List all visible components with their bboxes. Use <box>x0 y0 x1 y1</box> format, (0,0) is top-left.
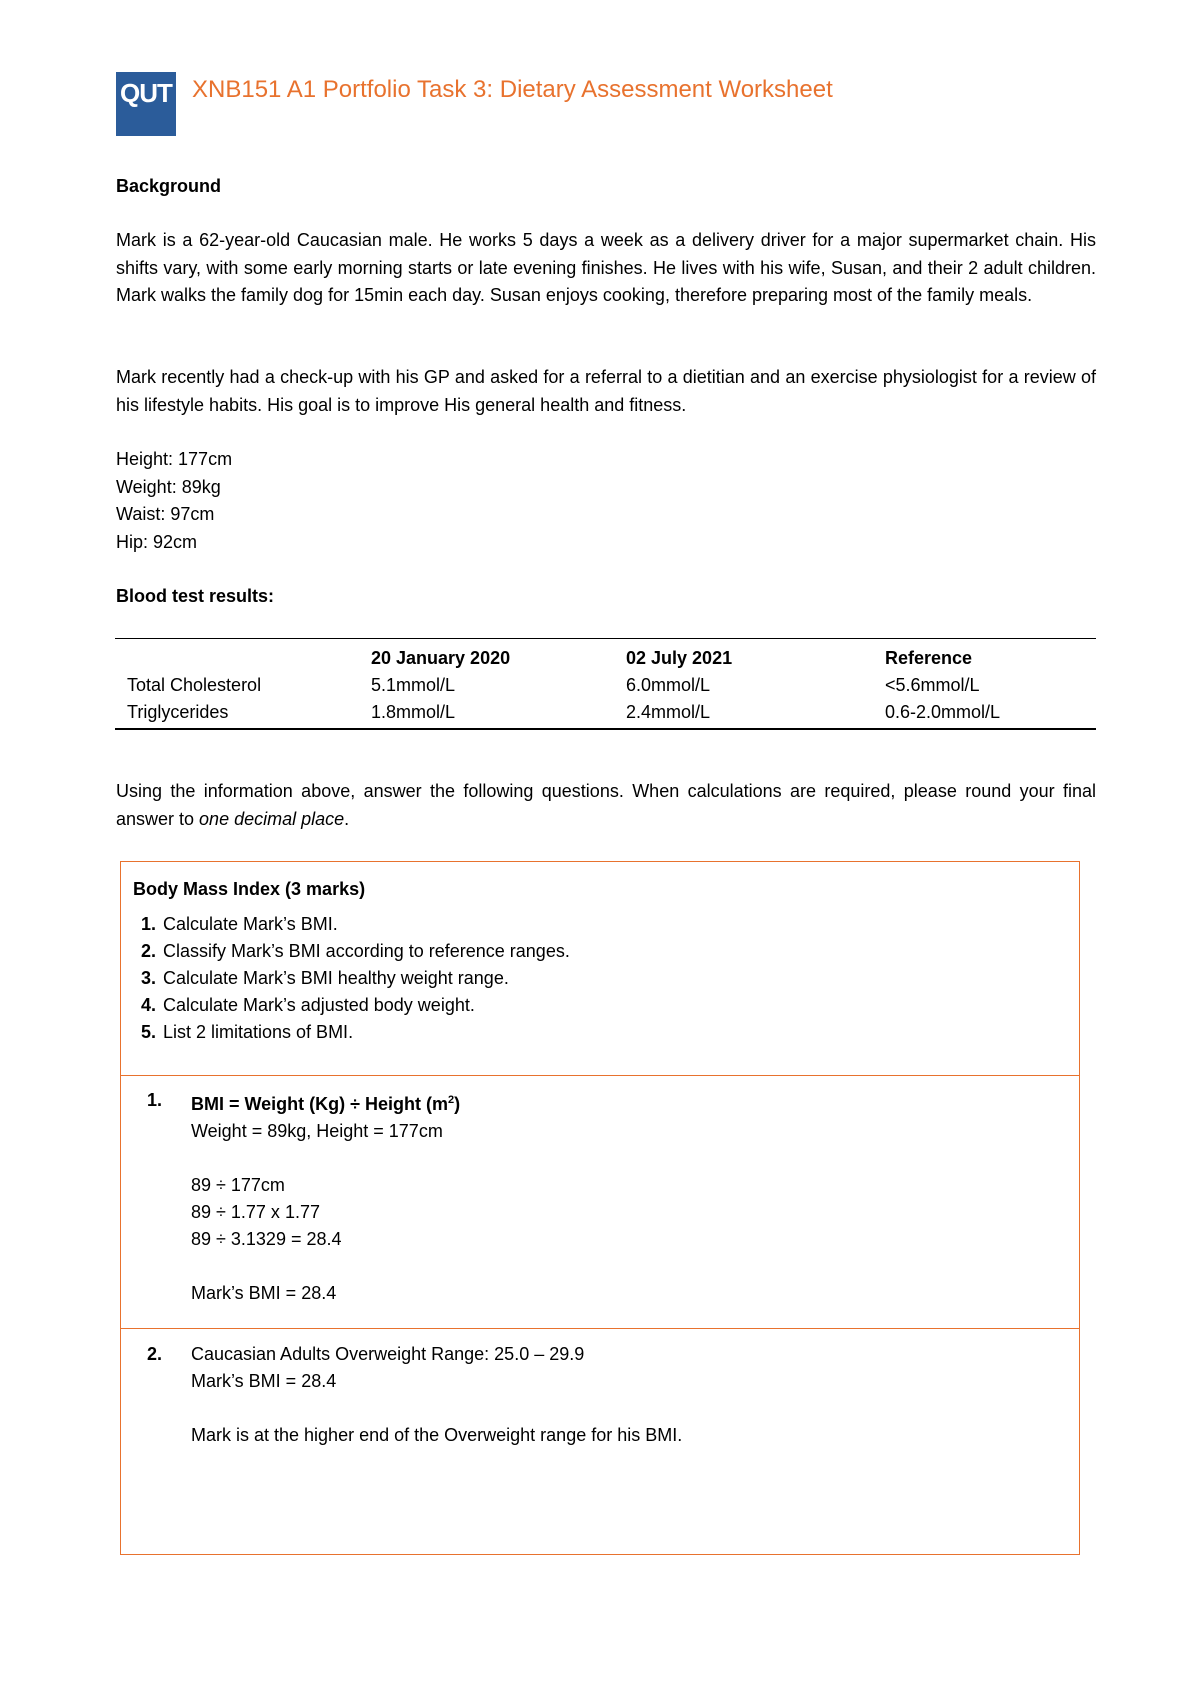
bmi-result: Mark’s BMI = 28.4 <box>191 1283 337 1303</box>
instructions-emphasis: one decimal place <box>199 808 345 829</box>
weight-value: Weight: 89kg <box>116 476 221 497</box>
table-cell: 5.1mmol/L <box>371 675 456 695</box>
instructions-end: . <box>344 808 350 829</box>
list-item: 4. Calculate Mark’s adjusted body weight. <box>161 992 1065 1019</box>
column-header: 20 January 2020 <box>371 648 511 668</box>
background-heading: Background <box>116 176 222 196</box>
hip-value: Hip: 92cm <box>116 531 198 552</box>
table-cell: 6.0mmol/L <box>626 675 711 695</box>
bmi-question-list <box>133 911 1065 1046</box>
calculation-step: 89 ÷ 177cm <box>191 1175 285 1195</box>
bmi-section-heading: Body Mass Index (3 marks) <box>133 879 366 899</box>
overweight-range: Caucasian Adults Overweight Range: 25.0 – 29.9 <box>191 1344 585 1364</box>
table-row <box>115 672 1096 699</box>
height-value: Height: 177cm <box>116 449 233 469</box>
answer-2 <box>133 1341 1065 1449</box>
column-header: 02 July 2021 <box>626 648 733 668</box>
calculation-step: 89 ÷ 1.77 x 1.77 <box>191 1202 320 1222</box>
blood-test-heading: Blood test results: <box>116 586 275 606</box>
bmi-classification: Mark is at the higher end of the Overweight range for his BMI. <box>191 1425 683 1445</box>
list-item: 5. List 2 limitations of BMI. <box>161 1019 1065 1046</box>
table-cell: 2.4mmol/L <box>626 702 711 722</box>
table-row <box>115 699 1096 729</box>
instructions-main: Using the information above, answer the following questions. When calculations are required, please round your final answer to <box>116 781 1096 829</box>
document-title: XNB151 A1 Portfolio Task 3: Dietary Assessment Worksheet <box>192 76 833 103</box>
background-paragraph-1: Mark is a 62-year-old Caucasian male. He works 5 days a week as a delivery driver for a major supermarket chain. His shifts vary, with some early morning starts or late evening finishes. He lives with his wife, Susan, and their 2 adult children. Mark walks the family dog for 15min each day. Susan enjoys cooking, therefore preparing most of the family meals. <box>116 230 1096 305</box>
table-header-row <box>115 639 1096 673</box>
answer-1-box <box>120 1075 1080 1329</box>
column-header <box>115 639 359 673</box>
blood-test-table <box>115 638 1096 730</box>
bmi-formula: BMI = Weight (Kg) ÷ Height $(m^2)$ <box>191 1094 461 1114</box>
bmi-questions-box <box>120 861 1080 1076</box>
bmi-value: Mark’s BMI = 28.4 <box>191 1371 337 1391</box>
column-header: Reference <box>885 648 973 668</box>
qut-logo: QUT <box>116 72 176 136</box>
table-cell: 0.6-2.0mmol/L <box>885 702 1001 722</box>
table-cell: 1.8mmol/L <box>371 702 456 722</box>
answer-1 <box>133 1087 1065 1307</box>
calculation-step: 89 ÷ 3.1329 = 28.4 <box>191 1229 342 1249</box>
instructions-text <box>116 778 1096 833</box>
list-item: 3. Calculate Mark’s BMI healthy weight range. <box>161 965 1065 992</box>
background-paragraph-2: Mark recently had a check-up with his GP and asked for a referral to a dietitian and an exercise physiologist for a review of his lifestyle habits. His goal is to improve His general health and fitness. <box>116 367 1096 415</box>
list-item: 1. Calculate Mark’s BMI. <box>161 911 1065 938</box>
measurements-list <box>116 446 1096 556</box>
table-cell: Triglycerides <box>127 702 229 722</box>
answer-number: 1. <box>147 1090 163 1110</box>
list-item: 2. Classify Mark’s BMI according to reference ranges. <box>161 938 1065 965</box>
table-cell: <5.6mmol/L <box>885 675 980 695</box>
waist-value: Waist: 97cm <box>116 504 215 524</box>
answer-2-box <box>120 1328 1080 1555</box>
given-values: Weight = 89kg, Height = 177cm <box>191 1121 443 1141</box>
answer-number: 2. <box>147 1344 163 1364</box>
table-cell: Total Cholesterol <box>127 675 262 695</box>
